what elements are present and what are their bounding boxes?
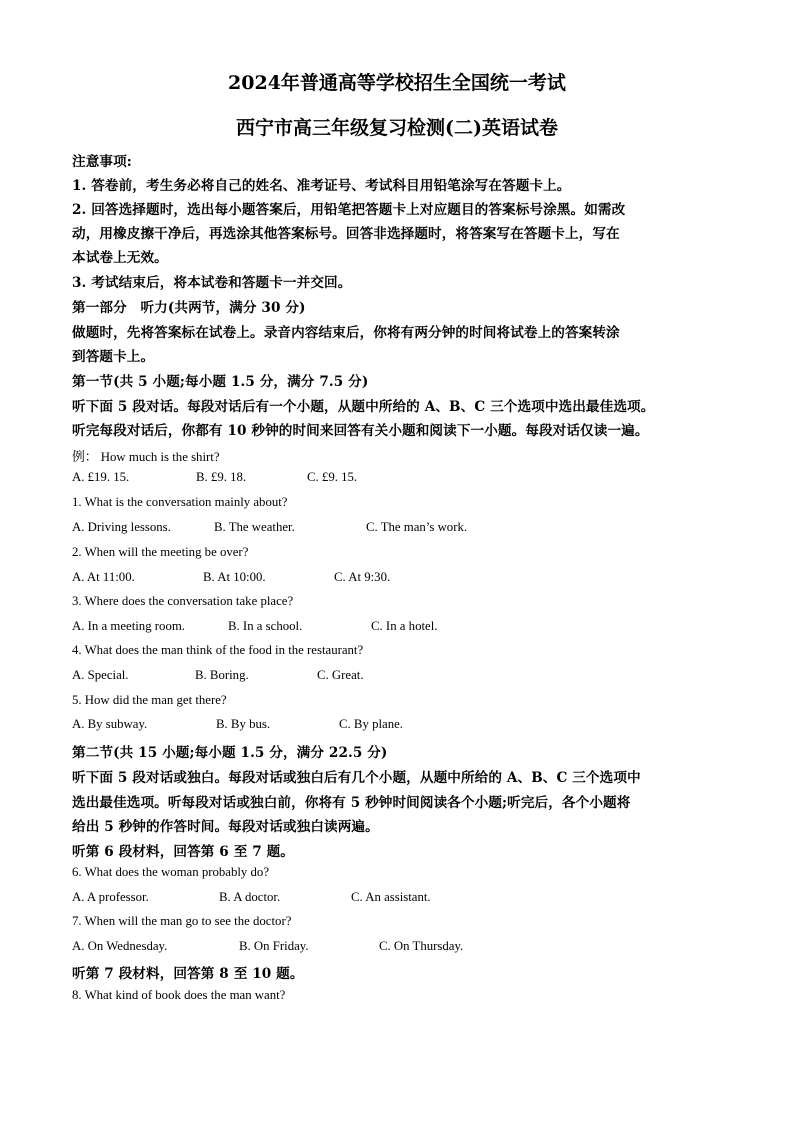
q1-option-c: C. The man’s work. — [366, 520, 468, 534]
question-7: 7. When will the man go to see the doctor? — [72, 914, 292, 928]
q4-option-c: C. Great. — [317, 668, 364, 682]
note-2-line-1: 2. 回答选择题时，选出每小题答案后，用铅笔把答题卡上对应题目的答案标号涂黑。如需改 — [72, 202, 626, 218]
note-2-line-3: 本试卷上无效。 — [72, 250, 168, 266]
notes-heading: 注意事项: — [72, 154, 132, 170]
material-6-heading: 听第 6 段材料，回答第 6 至 7 题。 — [72, 844, 294, 860]
example-question: 例： How much is the shirt? — [72, 450, 220, 464]
q2-option-a: A. At 11:00. — [72, 570, 135, 584]
section2-heading: 第二节(共 15 小题;每小题 1.5 分，满分 22.5 分) — [72, 745, 388, 761]
exam-subtitle: 西宁市高三年级复习检测(二)英语试卷 — [236, 117, 558, 139]
part1-intro-line-2: 到答题卡上。 — [72, 349, 155, 365]
q3-option-c: C. In a hotel. — [371, 619, 438, 633]
section2-intro-line-2: 选出最佳选项。听每段对话或独白前，你将有 5 秒钟时间阅读各个小题;听完后，各个小题将 — [72, 795, 631, 811]
example-option-b: B. £9. 18. — [196, 470, 247, 484]
section2-intro-line-1: 听下面 5 段对话或独白。每段对话或独白后有几个小题，从题中所给的 A、B、C 三个选项中 — [72, 770, 641, 786]
q3-option-a: A. In a meeting room. — [72, 619, 186, 633]
section1-intro-line-2: 听完每段对话后，你都有 10 秒钟的时间来回答有关小题和阅读下一小题。每段对话仅读一遍。 — [72, 423, 649, 439]
q1-option-b: B. The weather. — [214, 520, 295, 534]
material-7-heading: 听第 7 段材料，回答第 8 至 10 题。 — [72, 966, 304, 982]
q2-option-c: C. At 9:30. — [334, 570, 391, 584]
q4-option-b: B. Boring. — [195, 668, 249, 682]
note-3: 3. 考试结束后，将本试卷和答题卡一并交回。 — [72, 275, 352, 291]
section1-heading: 第一节(共 5 小题;每小题 1.5 分，满分 7.5 分) — [72, 374, 369, 390]
q7-option-b: B. On Friday. — [239, 939, 309, 953]
q2-option-b: B. At 10:00. — [203, 570, 266, 584]
section2-intro-line-3: 给出 5 秒钟的作答时间。每段对话或独白读两遍。 — [72, 819, 379, 835]
q7-option-c: C. On Thursday. — [379, 939, 464, 953]
exam-title: 2024年普通高等学校招生全国统一考试 — [228, 72, 566, 94]
note-1: 1. 答卷前，考生务必将自己的姓名、准考证号、考试科目用铅笔涂写在答题卡上。 — [72, 178, 571, 194]
q1-option-a: A. Driving lessons. — [72, 520, 171, 534]
q5-option-a: A. By subway. — [72, 717, 148, 731]
q7-option-a: A. On Wednesday. — [72, 939, 168, 953]
question-4: 4. What does the man think of the food in the restaurant? — [72, 643, 364, 657]
q6-option-b: B. A doctor. — [219, 890, 281, 904]
question-1: 1. What is the conversation mainly about? — [72, 495, 288, 509]
example-option-c: C. £9. 15. — [307, 470, 358, 484]
q6-option-a: A. A professor. — [72, 890, 149, 904]
q3-option-b: B. In a school. — [228, 619, 303, 633]
section1-intro-line-1: 听下面 5 段对话。每段对话后有一个小题，从题中所给的 A、B、C 三个选项中选出最佳选项。 — [72, 399, 655, 415]
part1-intro-line-1: 做题时，先将答案标在试卷上。录音内容结束后，你将有两分钟的时间将试卷上的答案转涂 — [72, 325, 620, 341]
note-2-line-2: 动，用橡皮擦干净后，再选涂其他答案标号。回答非选择题时，将答案写在答题卡上，写在 — [72, 226, 620, 242]
question-5: 5. How did the man get there? — [72, 693, 227, 707]
q6-option-c: C. An assistant. — [351, 890, 431, 904]
question-8: 8. What kind of book does the man want? — [72, 988, 286, 1002]
q5-option-b: B. By bus. — [216, 717, 271, 731]
q4-option-a: A. Special. — [72, 668, 129, 682]
q5-option-c: C. By plane. — [339, 717, 403, 731]
question-2: 2. When will the meeting be over? — [72, 545, 249, 559]
question-6: 6. What does the woman probably do? — [72, 865, 270, 879]
question-3: 3. Where does the conversation take place? — [72, 594, 294, 608]
example-option-a: A. £19. 15. — [72, 470, 130, 484]
part1-heading: 第一部分 听力(共两节，满分 30 分) — [72, 300, 306, 316]
